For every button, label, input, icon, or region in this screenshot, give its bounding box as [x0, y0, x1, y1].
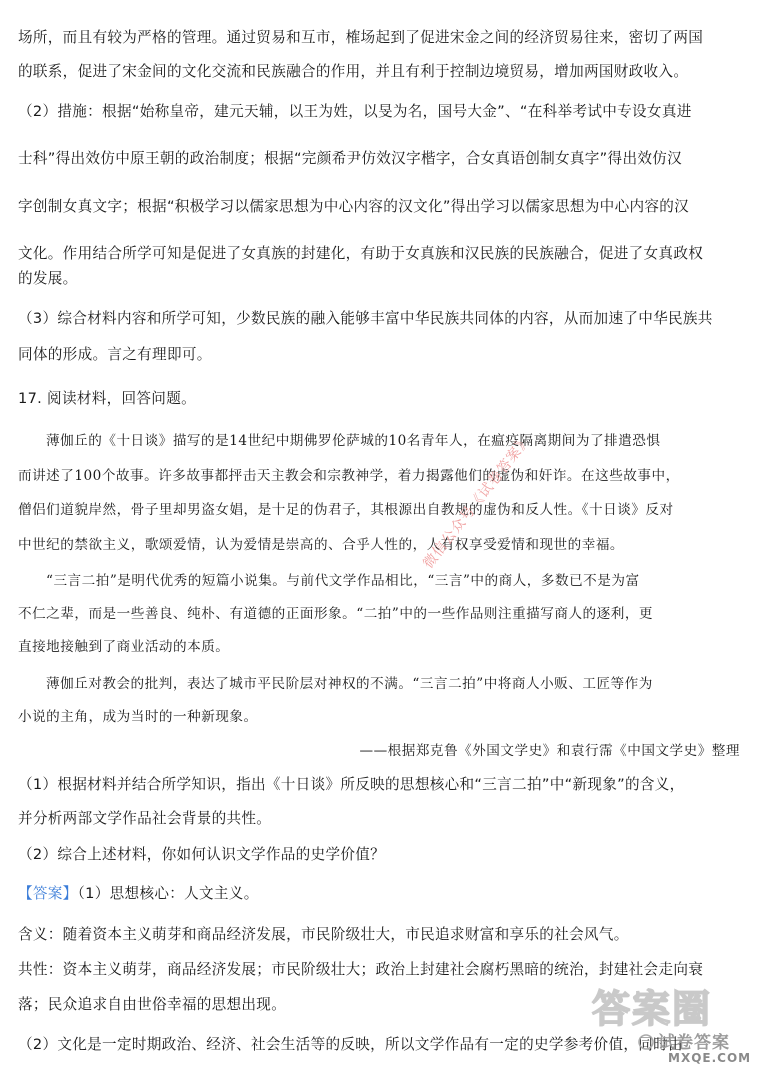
answer-line: 落；民众追求自由世俗幸福的思想出现。	[18, 996, 287, 1013]
answer-text: （1）思想核心：人文主义。	[77, 885, 259, 902]
material-line: 小说的主角，成为当时的一种新现象。	[18, 709, 258, 725]
material-line: 而讲述了100个故事。许多故事都抨击天主教会和宗教神学，着力揭露他们的虚伪和奸诈。在这些故事中，	[18, 468, 680, 484]
text-line: 文化。作用结合所学可知是促进了女真族的封建化，有助于女真族和汉民族的民族融合，促进了女真政权	[18, 245, 704, 262]
text-line: 场所，而且有较为严格的管理。通过贸易和互市，榷场起到了促进宋金之间的经济贸易往来，密切了两国	[18, 29, 704, 46]
question-line: 并分析两部文学作品社会背景的共性。	[18, 810, 272, 827]
material-line: 薄伽丘的《十日谈》描写的是14世纪中期佛罗伦萨城的10名青年人，在瘟疫隔离期间为了排遣恐惧	[46, 433, 661, 449]
text-line: 字创制女真文字；根据“积极学习以儒家思想为中心内容的汉文化”得出学习以儒家思想为中心内容的汉	[18, 198, 690, 215]
text-line: 的联系，促进了宋金间的文化交流和民族融合的作用，并且有利于控制边境贸易，增加两国财政收入。	[18, 63, 689, 80]
logo-big-text: 答案圈	[592, 987, 713, 1031]
answer-line: （2）文化是一定时期政治、经济、社会生活等的反映，所以文学作品有一定的史学参考价值，同时由	[18, 1036, 683, 1053]
question-title: 17. 阅读材料，回答问题。	[18, 390, 196, 407]
material-line: 不仁之辈，而是一些善良、纯朴、有道德的正面形象。“二拍”中的一些作品则注重描写商人的逐利，更	[18, 606, 654, 622]
answer-line: 含义：随着资本主义萌芽和商品经济发展，市民阶级壮大，市民追求财富和享乐的社会风气。	[18, 926, 629, 943]
material-line: 薄伽丘对教会的批判，表达了城市平民阶层对神权的不满。“三言二拍”中将商人小贩、工匠等作为	[46, 676, 653, 692]
logo-url-text: MXQE.COM	[668, 1051, 752, 1065]
source-citation: ——根据郑克鲁《外国文学史》和袁行霈《中国文学史》整理	[359, 743, 740, 759]
chat-bubble-icon	[639, 1035, 653, 1049]
answer-line: 共性：资本主义萌芽，商品经济发展；市民阶级壮大；政治上封建社会腐朽黑暗的统治，封建社会走向衰	[18, 961, 704, 978]
logo-watermark	[586, 976, 762, 1065]
text-line: 同体的形成。言之有理即可。	[18, 346, 212, 363]
question-line: （1）根据材料并结合所学知识，指出《十日谈》所反映的思想核心和“三言二拍”中“新现象”的含义，	[18, 776, 685, 793]
answer-tag: 【答案】	[18, 885, 78, 902]
material-line: “三言二拍”是明代优秀的短篇小说集。与前代文学作品相比，“三言”中的商人，多数已不是为富	[46, 573, 640, 589]
answer-line	[18, 883, 744, 905]
question-line: （2）综合上述材料，你如何认识文学作品的史学价值？	[18, 846, 386, 863]
material-line: 直接地接触到了商业活动的本质。	[18, 639, 230, 655]
text-line: 的发展。	[18, 270, 78, 287]
text-line: 士科”得出效仿中原王朝的政治制度；根据“完颜希尹仿效汉字楷字，合女真语创制女真字”得出效仿汉	[18, 150, 683, 167]
material-line: 僧侣们道貌岸然，骨子里却男盗女娼，是十足的伪君子，其根源出自教规的虚伪和反人性。《十日谈》反对	[18, 502, 674, 518]
text-line: （2）措施：根据“始称皇帝，建元天辅，以王为姓，以旻为名，国号大金”、“在科举考试中专设女真进	[18, 103, 692, 120]
logo-small-text: 试卷答案	[658, 1033, 730, 1053]
text-line: （3）综合材料内容和所学可知，少数民族的融入能够丰富中华民族共同体的内容，从而加速了中华民族共	[18, 310, 713, 327]
watermark-text: 微信公众号《试卷答案》	[420, 431, 535, 572]
material-line: 中世纪的禁欲主义，歌颂爱情，认为爱情是崇高的、合乎人性的，人有权享受爱情和现世的幸福。	[18, 537, 625, 553]
